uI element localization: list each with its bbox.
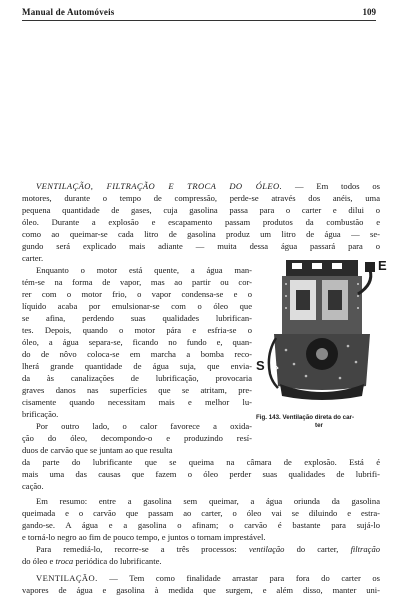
section-title-ventilacao: VENTILAÇÃO. xyxy=(36,573,98,583)
figure-caption xyxy=(256,414,396,430)
paragraph-line: Em resumo: entre a gasolina sem queimar, a água oriunda da gasolina xyxy=(36,496,380,506)
paragraph-line: da parte do lubrificante que se queima na câmara de explosão. Está é xyxy=(22,457,380,467)
header-rule xyxy=(22,20,376,21)
paragraph-line: duos de carvão que se juntam ao que resulta xyxy=(22,445,173,455)
paragraph-line: como ao queimar-se cada litro de gasolina produz um litro de água — se- xyxy=(22,229,380,239)
paragraph-line: gundo será explicado mais adiante — muita dessa água passará para o xyxy=(22,241,380,251)
section-title-ventilacao-filtracao: VENTILAÇÃO, FILTRAÇÃO E TROCA DO ÓLEO. xyxy=(36,181,283,191)
figure-label-s: S xyxy=(256,358,265,373)
text-run: Para remediá-lo, recorre-se a três processos: xyxy=(36,544,237,554)
paragraph-line xyxy=(22,573,380,583)
paragraph-line: da às canalizações de lubrificação, provocaria xyxy=(22,373,252,383)
paragraph-line: gando-se. A água e a gasolina o afinam; o carvão é bastante para sujá-lo xyxy=(22,520,380,530)
paragraph-line: cisamente quando necessitam mais e melhor lu- xyxy=(22,397,252,407)
paragraph-line: se afina, perdendo suas qualidades lubrifican- xyxy=(22,313,252,323)
paragraph-line: queimada e o carvão que passam ao carter, o óleo vai se diluindo e estra- xyxy=(22,508,380,518)
text-run: — Em todos os xyxy=(294,181,380,191)
engine-cutaway-illustration xyxy=(256,254,392,404)
page-number: 109 xyxy=(362,7,376,17)
paragraph-line: carter. xyxy=(22,253,44,263)
paragraph-line: rer com o motor frio, o vapor condensa-se e o xyxy=(22,289,252,299)
paragraph-line: vapores de água e gasolina à medida que surgem, e além disso, manter uni- xyxy=(22,585,380,595)
paragraph-line: motores, durante o tempo de compressão, perde-se através dos anéis, uma xyxy=(22,193,380,203)
page-header xyxy=(22,7,376,21)
text-run: do carter, xyxy=(296,544,339,554)
italic-term-ventilacao: ventilação xyxy=(248,544,285,554)
figure-label-e: E xyxy=(378,258,387,273)
paragraph-line: Por outro lado, o calor favorece a oxida- xyxy=(36,421,252,431)
paragraph-line: e torná-lo negro ao fim de pouco tempo, e juntos o tornam imprestável. xyxy=(22,532,266,542)
paragraph-line: ção do óleo, decompondo-o e produzindo resí- xyxy=(22,433,252,443)
book-title: Manual de Automóveis xyxy=(22,7,115,17)
paragraph-line: tes. Depois, quando o motor pára e esfria-se o xyxy=(22,325,252,335)
figure-caption-line-2: ter xyxy=(315,422,323,429)
figure-caption-line-1: Fig. 143. Ventilação direta do car- xyxy=(256,414,355,421)
paragraph-line: óleo. Durante a explosão e escapamento passam produtos da combustão e xyxy=(22,217,380,227)
paragraph-line: graves danos nas superfícies que se atritam, pre- xyxy=(22,385,252,395)
italic-term-filtracao: filtração xyxy=(350,544,381,554)
paragraph-line: lherá grande quantidade de água suja, que envia- xyxy=(22,361,252,371)
text-run: periódica do lubrificante. xyxy=(75,556,162,566)
text-run: do óleo e xyxy=(22,556,54,566)
paragraph-line: óleo, a água separa-se, ficando no fundo e, quan- xyxy=(22,337,252,347)
paragraph-line xyxy=(22,181,380,191)
paragraph-line: pequena quantidade de gases, cuja gasolina passa para o carter e dilui o xyxy=(22,205,380,215)
paragraph-line xyxy=(22,544,380,554)
paragraph-line: mais uma das causas que fazem o óleo perder suas qualidades de lubrifi- xyxy=(22,469,380,479)
paragraph-line xyxy=(22,556,380,566)
paragraph-line: líquido acaba por emulsionar-se com o óleo que xyxy=(22,301,252,311)
paragraph-line: brificação. xyxy=(22,409,59,419)
paragraph-line: Enquanto o motor está quente, a água man- xyxy=(36,265,252,275)
paragraph-line: cação. xyxy=(22,481,44,491)
engine-ventilation-figure xyxy=(256,254,392,404)
paragraph-line: do de nôvo coloca-se em marcha a bomba reco- xyxy=(22,349,252,359)
italic-term-troca: troca xyxy=(55,556,74,566)
text-run: — Tem como finalidade arrastar para fora do carter os xyxy=(109,573,380,583)
paragraph-line: tém-se na forma de vapor, mas ao partir ou cor- xyxy=(22,277,252,287)
